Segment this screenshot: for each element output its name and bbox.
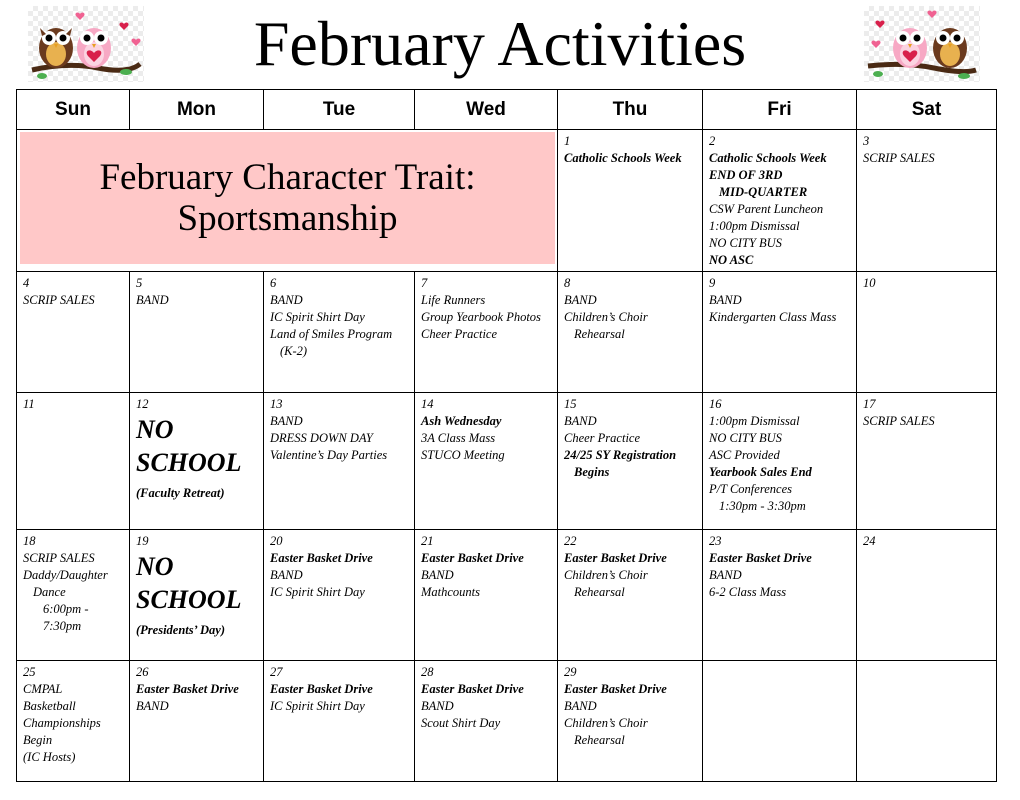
weekday-header: Wed [415, 90, 558, 130]
weekday-header: Sat [857, 90, 997, 130]
day-number: 9 [709, 276, 716, 291]
day-number: 17 [863, 397, 876, 412]
day-cell [415, 660, 558, 781]
event-item: Scout Shirt Day [421, 715, 501, 730]
event-item: BAND [709, 293, 742, 308]
event-item: BAND [421, 567, 454, 582]
day-cell-content [415, 530, 557, 603]
event-item: Easter Basket Drive [270, 681, 373, 696]
day-cell [17, 529, 130, 660]
day-cell-content [703, 530, 856, 603]
day-cell-content [857, 393, 996, 432]
day-cell-content [415, 661, 557, 734]
event-item: BAND [270, 293, 303, 308]
event-item: BAND [709, 567, 742, 582]
event-item: Rehearsal [574, 584, 625, 599]
day-cell [264, 272, 415, 393]
day-cell [264, 529, 415, 660]
character-trait-banner [20, 132, 555, 264]
event-item: Easter Basket Drive [421, 550, 524, 565]
event-item: IC Spirit Shirt Day [270, 310, 365, 325]
event-item: IC Spirit Shirt Day [270, 698, 365, 713]
event-item: BAND [564, 414, 597, 429]
event-item: BAND [270, 567, 303, 582]
day-number: 18 [23, 533, 36, 548]
event-item: SCRIP SALES [23, 293, 95, 308]
day-cell-content [415, 272, 557, 345]
event-item: (Faculty Retreat) [136, 486, 225, 501]
event-item: 1:30pm - 3:30pm [719, 499, 806, 514]
event-item: IC Spirit Shirt Day [270, 584, 365, 599]
no-school-label: NO [136, 551, 174, 581]
day-cell-content [130, 661, 263, 717]
event-item: NO CITY BUS [709, 236, 782, 251]
day-number: 8 [564, 276, 571, 291]
day-cell [857, 393, 997, 529]
day-number: 2 [709, 134, 716, 149]
day-cell-content [17, 530, 129, 637]
day-cell [130, 393, 264, 529]
event-item: (Presidents’ Day) [136, 622, 225, 637]
day-cell-content [558, 530, 702, 603]
day-cell [857, 529, 997, 660]
day-cell-content [857, 661, 996, 666]
day-cell-content [558, 661, 702, 751]
no-school-label: SCHOOL [136, 584, 242, 614]
day-number: 15 [564, 397, 577, 412]
day-number: 28 [421, 664, 434, 679]
day-cell [130, 272, 264, 393]
day-cell [703, 272, 857, 393]
day-cell [130, 660, 264, 781]
event-item: Catholic Schools Week [564, 151, 682, 166]
event-item: ASC Provided [709, 448, 780, 463]
event-item: DRESS DOWN DAY [270, 431, 373, 446]
day-number: 20 [270, 533, 283, 548]
event-item: Kindergarten Class Mass [709, 310, 837, 325]
event-item: BAND [564, 293, 597, 308]
event-item: BAND [421, 698, 454, 713]
day-cell [703, 393, 857, 529]
day-cell [415, 272, 558, 393]
event-item: Cheer Practice [421, 327, 498, 342]
event-item: Valentine’s Day Parties [270, 448, 388, 463]
day-number: 7 [421, 276, 428, 291]
week-row [17, 130, 997, 272]
event-item: Championships [23, 715, 101, 730]
day-number: 29 [564, 664, 577, 679]
day-number: 13 [270, 397, 283, 412]
day-number: 4 [23, 276, 30, 291]
no-school-label: SCHOOL [136, 448, 242, 478]
day-cell-content [130, 530, 263, 641]
day-number: 25 [23, 664, 36, 679]
day-number: 16 [709, 397, 722, 412]
trait-name: Sportsmanship [177, 198, 398, 240]
day-cell-content [857, 530, 996, 552]
day-number: 11 [23, 397, 35, 412]
trait-heading: February Character Trait: [99, 157, 476, 199]
week-row [17, 660, 997, 781]
event-item: 24/25 SY Registration [564, 448, 677, 463]
event-item: Easter Basket Drive [564, 681, 667, 696]
week-row [17, 272, 997, 393]
event-item: Begins [574, 465, 610, 480]
day-number: 21 [421, 533, 434, 548]
day-number: 5 [136, 276, 143, 291]
event-item: MID-QUARTER [719, 185, 808, 200]
event-item: CSW Parent Luncheon [709, 202, 824, 217]
event-item: Ash Wednesday [421, 414, 502, 429]
day-cell-content [558, 393, 702, 483]
day-cell [703, 529, 857, 660]
day-cell-content [703, 393, 856, 517]
calendar-grid [16, 89, 997, 782]
day-cell [17, 272, 130, 393]
event-item: Easter Basket Drive [421, 681, 524, 696]
event-item: (IC Hosts) [23, 749, 76, 764]
event-item: Dance [33, 584, 66, 599]
day-cell-content [264, 272, 414, 362]
event-item: Group Yearbook Photos [421, 310, 541, 325]
week-row [17, 393, 997, 529]
day-cell [857, 272, 997, 393]
event-item: CMPAL [23, 681, 63, 696]
weekday-header: Tue [264, 90, 415, 130]
day-cell-content [264, 393, 414, 466]
day-cell-content [17, 272, 129, 311]
day-number: 26 [136, 664, 149, 679]
event-item: SCRIP SALES [863, 151, 935, 166]
day-cell [558, 393, 703, 529]
event-item: Daddy/Daughter [23, 567, 108, 582]
event-item: Easter Basket Drive [564, 550, 667, 565]
event-item: 6:00pm - 7:30pm [43, 601, 89, 633]
character-trait-cell [17, 130, 558, 272]
day-number: 27 [270, 664, 283, 679]
event-item: Mathcounts [421, 584, 481, 599]
day-cell [130, 529, 264, 660]
weekday-header: Fri [703, 90, 857, 130]
event-item: Rehearsal [574, 732, 625, 747]
event-item: BAND [136, 293, 169, 308]
event-item: BAND [270, 414, 303, 429]
day-cell-content [264, 661, 414, 717]
day-cell [857, 130, 997, 272]
day-cell [857, 660, 997, 781]
day-cell [264, 660, 415, 781]
day-cell-content [558, 130, 702, 169]
day-cell [558, 660, 703, 781]
event-item: P/T Conferences [709, 482, 792, 497]
event-item: Cheer Practice [564, 431, 641, 446]
day-cell-content [130, 272, 263, 311]
event-item: 6-2 Class Mass [709, 584, 787, 599]
day-cell-content [703, 661, 856, 666]
day-number: 24 [863, 533, 876, 548]
day-number: 12 [136, 397, 149, 412]
week-row [17, 529, 997, 660]
event-item: Rehearsal [574, 327, 625, 342]
event-item: NO ASC [709, 253, 754, 268]
day-cell-content [703, 130, 856, 271]
day-number: 14 [421, 397, 434, 412]
day-cell-content [857, 272, 996, 294]
day-cell [558, 130, 703, 272]
event-item: Children’s Choir [564, 715, 648, 730]
event-item: Easter Basket Drive [136, 681, 239, 696]
day-cell [17, 393, 130, 529]
day-cell-content [130, 393, 263, 504]
event-item: (K-2) [280, 344, 308, 359]
event-item: Basketball [23, 698, 76, 713]
no-school-label: NO [136, 415, 174, 445]
event-item: 3A Class Mass [421, 431, 496, 446]
event-item: Easter Basket Drive [270, 550, 373, 565]
day-cell [703, 660, 857, 781]
event-item: Life Runners [421, 293, 486, 308]
day-cell-content [17, 393, 129, 415]
day-cell [558, 272, 703, 393]
page-title: February Activities [253, 8, 747, 79]
day-cell-content [264, 530, 414, 603]
event-item: Begin [23, 732, 53, 747]
weekday-header-row [17, 90, 997, 130]
day-cell [415, 529, 558, 660]
event-item: NO CITY BUS [709, 431, 782, 446]
event-item: SCRIP SALES [863, 414, 935, 429]
event-item: Land of Smiles Program [270, 327, 393, 342]
day-cell-content [703, 272, 856, 328]
day-cell [703, 130, 857, 272]
day-number: 23 [709, 533, 722, 548]
day-cell [415, 393, 558, 529]
event-item: 1:00pm Dismissal [709, 219, 800, 234]
event-item: BAND [564, 698, 597, 713]
day-cell-content [558, 272, 702, 345]
day-number: 22 [564, 533, 577, 548]
day-cell-content [857, 130, 996, 169]
day-number: 1 [564, 134, 571, 149]
event-item: Catholic Schools Week [709, 151, 827, 166]
event-item: Children’s Choir [564, 567, 648, 582]
day-number: 10 [863, 276, 876, 291]
event-item: Easter Basket Drive [709, 550, 812, 565]
event-item: 1:00pm Dismissal [709, 414, 800, 429]
weekday-header: Mon [130, 90, 264, 130]
day-cell-content [17, 661, 129, 768]
event-item: Yearbook Sales End [709, 465, 812, 480]
event-item: END OF 3RD [709, 168, 783, 183]
day-cell [17, 660, 130, 781]
event-item: STUCO Meeting [421, 448, 505, 463]
event-item: SCRIP SALES [23, 550, 95, 565]
day-cell [264, 393, 415, 529]
weekday-header: Thu [558, 90, 703, 130]
day-number: 3 [863, 134, 870, 149]
day-cell [558, 529, 703, 660]
day-number: 19 [136, 533, 149, 548]
day-cell-content [415, 393, 557, 466]
day-number: 6 [270, 276, 277, 291]
event-item: Children’s Choir [564, 310, 648, 325]
weekday-header: Sun [17, 90, 130, 130]
event-item: BAND [136, 698, 169, 713]
